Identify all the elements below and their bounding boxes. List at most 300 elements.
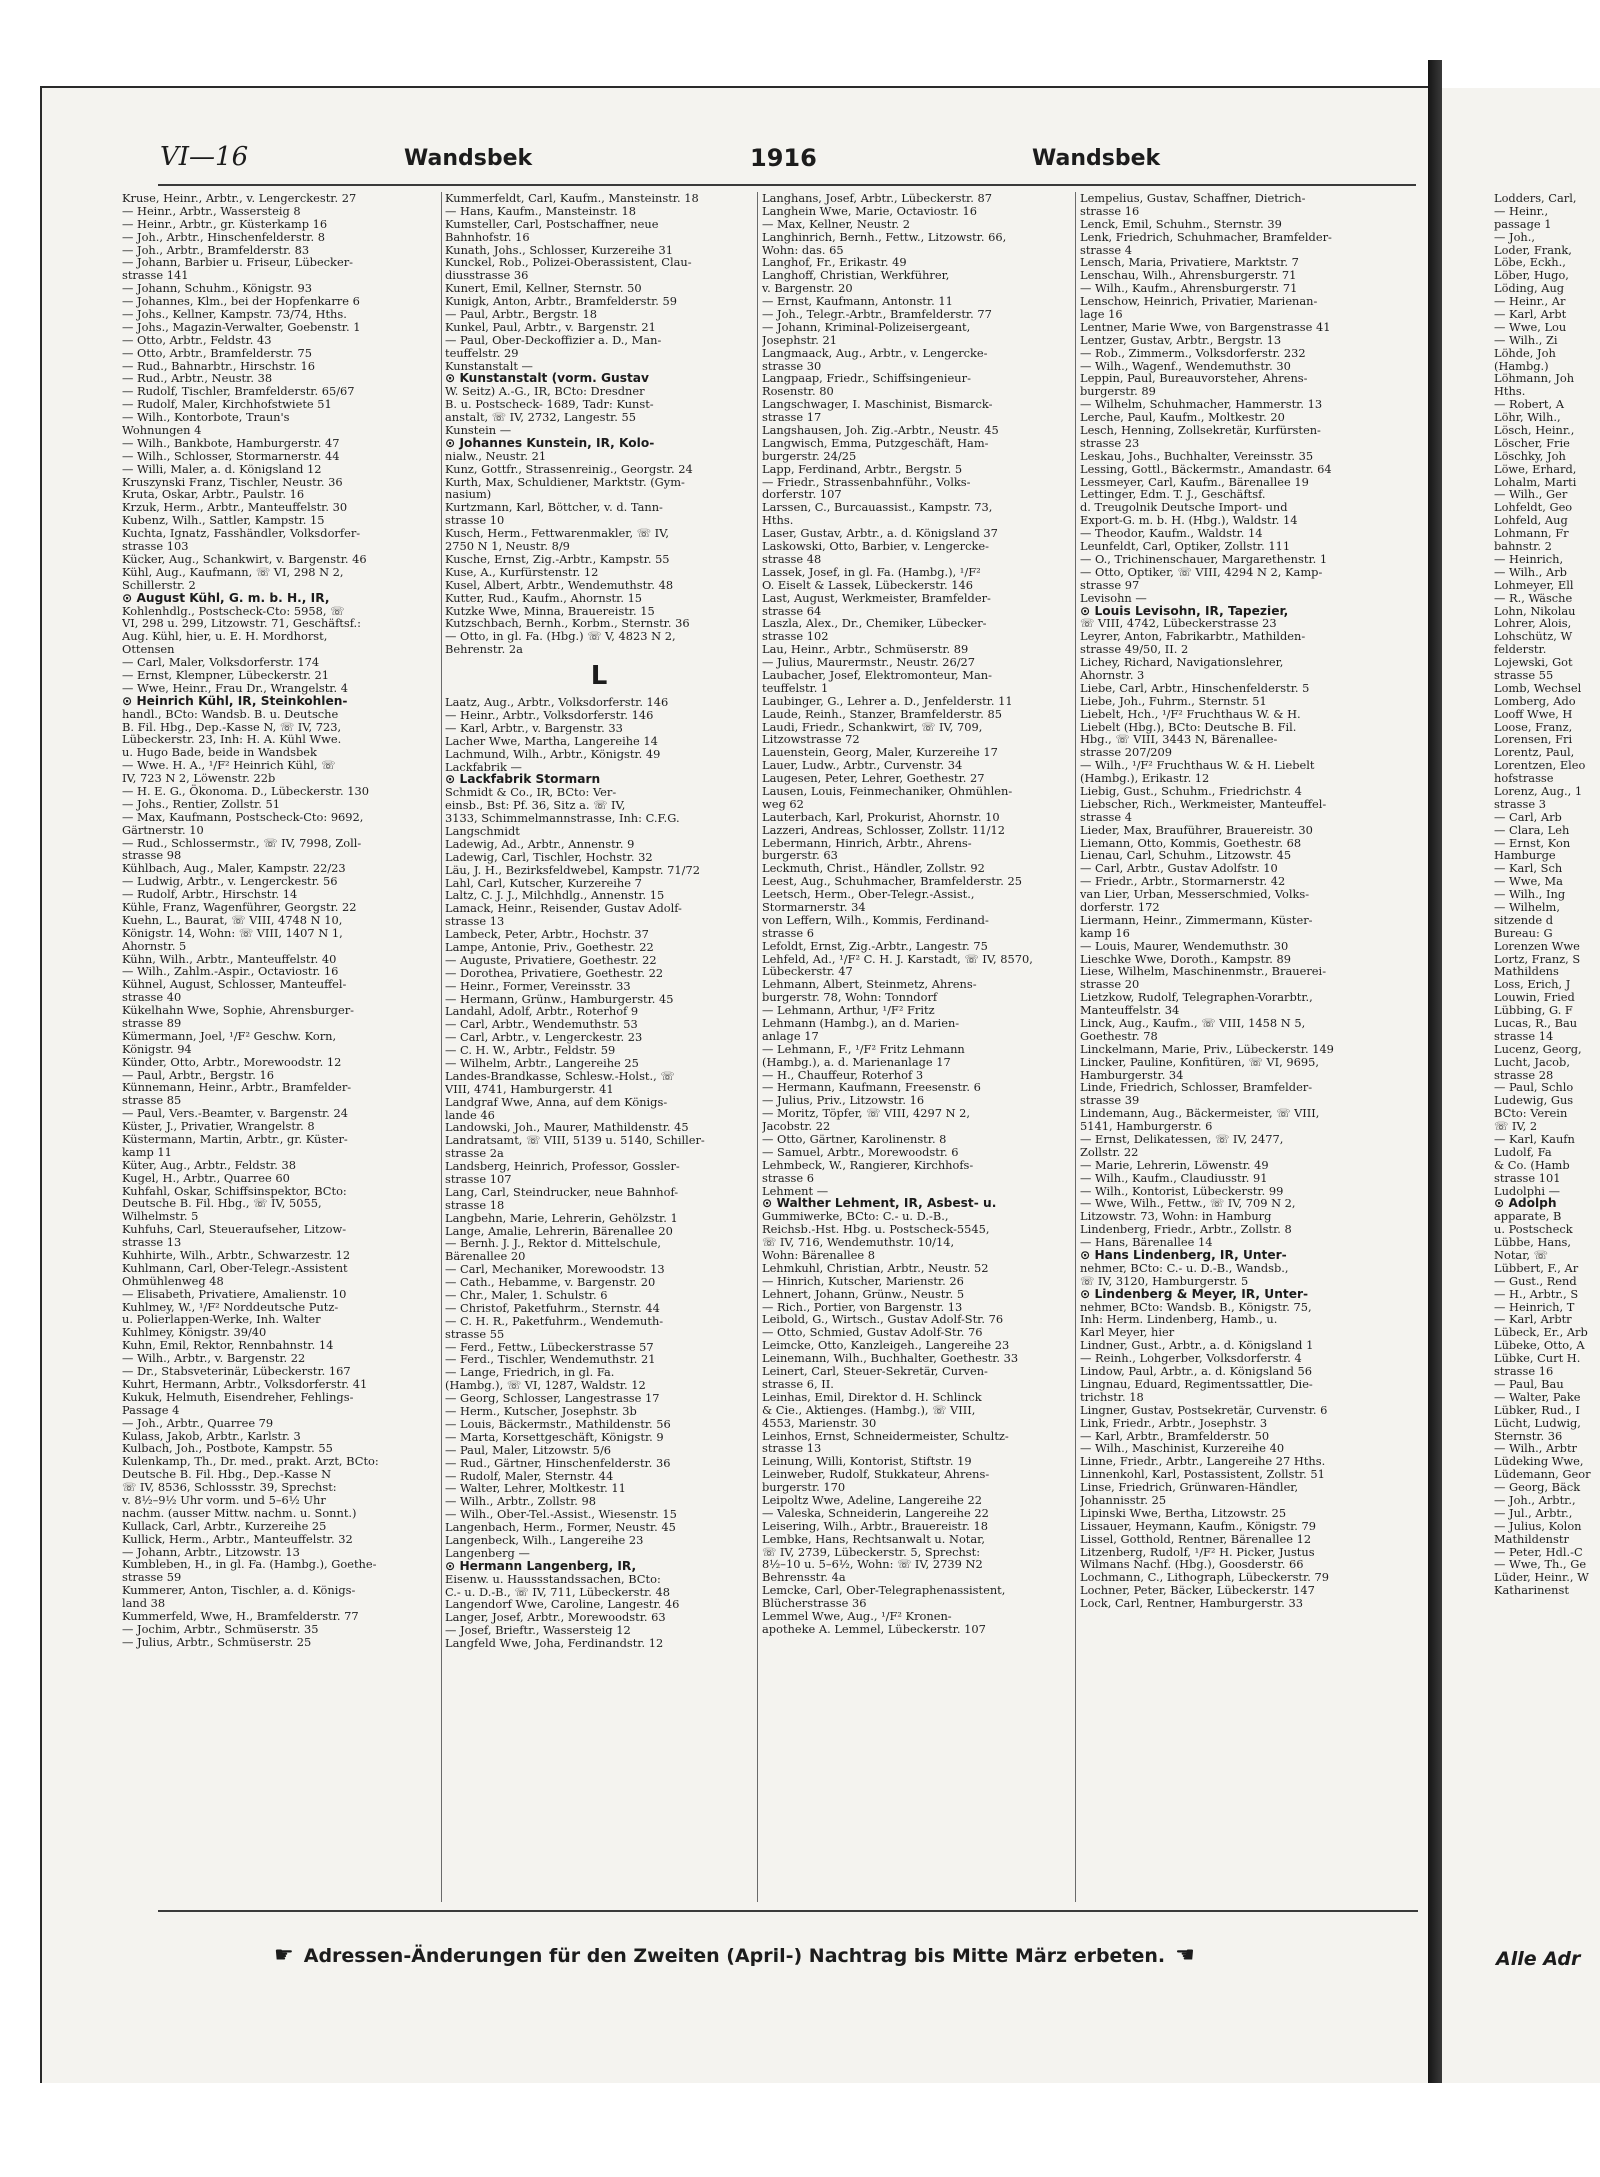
directory-entry: Lauenstein, Georg, Maler, Kurzereihe 17 — [762, 745, 998, 760]
directory-entry: Kummerfeldt, Carl, Kaufm., Mansteinstr. 18 — [445, 192, 699, 205]
directory-entry: — Jul., Arbtr., — [1494, 1505, 1573, 1520]
directory-entry: — Otto, Arbtr., Feldstr. 43 — [122, 332, 272, 347]
directory-entry: strasse 3 — [1494, 796, 1546, 811]
directory-entry: Litzowstr. 73, Wohn: in Hamburg — [1080, 1209, 1272, 1224]
directory-entry: Laubacher, Josef, Elektromonteur, Man- — [762, 667, 992, 682]
directory-entry: Lösch, Heinr., — [1494, 423, 1575, 438]
directory-entry: strasse 6 — [762, 925, 814, 940]
directory-entry: Lauterbach, Karl, Prokurist, Ahornstr. 10 — [762, 809, 1000, 824]
directory-entry: — Valeska, Schneiderin, Langereihe 22 — [762, 1505, 989, 1520]
directory-entry: strasse 16 — [1494, 1364, 1554, 1379]
directory-entry: strasse 55 — [445, 1326, 505, 1341]
directory-entry: — Julius, Priv., Litzowstr. 16 — [762, 1093, 925, 1108]
directory-entry: Stormarnerstr. 34 — [762, 899, 866, 914]
directory-entry: Langschwager, I. Maschinist, Bismarck- — [762, 397, 993, 412]
directory-entry: Wohn: Bärenallee 8 — [762, 1248, 876, 1263]
directory-entry: Leunfeldt, Carl, Optiker, Zollstr. 111 — [1080, 539, 1291, 554]
directory-entry: Lorenz, Aug., 1 — [1494, 783, 1583, 798]
directory-entry: Lackfabrik — — [445, 759, 522, 774]
directory-column-2 — [445, 192, 753, 1650]
directory-entry: Lehmbeck, W., Rangierer, Kirchhofs- — [762, 1157, 974, 1172]
directory-entry: burgerstr. 89 — [1080, 384, 1156, 399]
directory-entry: VI, 298 u. 299, Litzowstr. 71, Geschäftsf.: — [122, 616, 361, 631]
directory-entry: Lucenz, Georg, — [1494, 1041, 1582, 1056]
directory-entry: Bärenallee 20 — [445, 1249, 526, 1264]
directory-entry: Lincker, Pauline, Konfitüren, ☏ VI, 9695, — [1080, 1054, 1319, 1069]
directory-entry: Loder, Frank, — [1494, 242, 1572, 257]
directory-entry: — Wwe, Ma — [1494, 874, 1563, 889]
directory-entry: apparate, B — [1494, 1209, 1562, 1224]
directory-entry: Lortz, Franz, S — [1494, 951, 1581, 966]
directory-entry: — Paul, Arbtr., Bergstr. 16 — [122, 1067, 274, 1082]
directory-entry: — Heinr., Arbtr., gr. Küsterkamp 16 — [122, 216, 328, 231]
directory-entry: — Clara, Leh — [1494, 822, 1570, 837]
directory-entry: B. u. Postscheck- 1689, Tadr: Kunst- — [445, 397, 654, 412]
directory-entry: Kumbleben, H., in gl. Fa. (Hambg.), Goethe- — [122, 1557, 377, 1572]
directory-entry: Deutsche B. Fil. Hbg., ☏ IV, 5055, — [122, 1196, 322, 1211]
directory-entry: Langpaap, Friedr., Schiffsingenieur- — [762, 371, 971, 386]
directory-entry: ⊙ Lindenberg & Meyer, IR, Unter- — [1080, 1286, 1309, 1301]
directory-entry: Inh: Herm. Lindenberg, Hamb., u. — [1080, 1312, 1278, 1327]
directory-entry: Gärtnerstr. 10 — [122, 822, 204, 837]
directory-entry: — Otto, Optiker, ☏ VIII, 4294 N 2, Kamp- — [1080, 564, 1323, 579]
directory-entry: O. Eiselt & Lassek, Lübeckerstr. 146 — [762, 577, 973, 592]
header-rule — [158, 184, 1416, 186]
directory-entry: — Paul, Vers.-Beamter, v. Bargenstr. 24 — [122, 1106, 348, 1121]
directory-entry: Leinemann, Wilh., Buchhalter, Goethestr. 33 — [762, 1351, 1019, 1366]
directory-entry: — Lehmann, F., ¹/F² Fritz Lehmann — [762, 1041, 965, 1056]
directory-entry: Küter, Aug., Arbtr., Feldstr. 38 — [122, 1157, 296, 1172]
directory-entry: — Ernst, Delikatessen, ☏ IV, 2477, — [1080, 1132, 1284, 1147]
directory-entry: ☏ IV, 716, Wendemuthstr. 10/14, — [762, 1235, 955, 1250]
footer-rule — [158, 1910, 1418, 1912]
directory-entry: ⊙ Hermann Langenberg, IR, — [445, 1558, 637, 1573]
directory-entry: L — [590, 661, 608, 692]
directory-entry: — Heinr., Arbtr., Volksdorferstr. 146 — [445, 707, 654, 722]
directory-entry: — Marta, Korsettgeschäft, Königstr. 9 — [445, 1429, 664, 1444]
directory-entry: — Louis, Maurer, Wendemuthstr. 30 — [1080, 938, 1289, 953]
directory-entry: Passage 4 — [122, 1402, 180, 1417]
directory-entry: Lomberg, Ado — [1494, 693, 1576, 708]
directory-entry: Bureau: G — [1494, 925, 1553, 940]
directory-entry: Kusche, Ernst, Zig.-Arbtr., Kampstr. 55 — [445, 551, 670, 566]
directory-entry: Lindenberg, Friedr., Arbtr., Zollstr. 8 — [1080, 1222, 1292, 1237]
directory-entry: — Wilh., Zahlm.-Aspir., Octaviostr. 16 — [122, 964, 339, 979]
directory-entry: Goethestr. 78 — [1080, 1028, 1158, 1043]
directory-entry: Lassek, Josef, in gl. Fa. (Hambg.), ¹/F² — [762, 564, 981, 579]
directory-entry: — Josef, Brieftr., Wassersteig 12 — [445, 1623, 631, 1638]
directory-entry: Lahl, Carl, Kutscher, Kurzereihe 7 — [445, 875, 642, 890]
directory-entry: u. Polierlappen-Werke, Inh. Walter — [122, 1312, 321, 1327]
directory-entry: — Hermann, Kaufmann, Freesenstr. 6 — [762, 1080, 981, 1095]
directory-entry: — Johann, Arbtr., Litzowstr. 13 — [122, 1544, 300, 1559]
directory-entry: — Wilh., Kontorist, Lübeckerstr. 99 — [1080, 1183, 1284, 1198]
directory-entry: Johannisstr. 25 — [1080, 1492, 1167, 1507]
directory-entry: Lemmel Wwe, Aug., ¹/F² Kronen- — [762, 1608, 952, 1623]
directory-entry: Ludolphi — — [1494, 1183, 1560, 1198]
directory-entry: Ahornstr. 5 — [122, 938, 187, 953]
directory-entry: strasse 2a — [445, 1146, 504, 1161]
directory-entry: anlage 17 — [762, 1028, 819, 1043]
directory-entry: IV, 723 N 2, Löwenstr. 22b — [122, 771, 276, 786]
directory-entry: Kuhfahl, Oskar, Schiffsinspektor, BCto: — [122, 1183, 347, 1198]
directory-entry: nehmer, BCto: C.- u. D.-B., Wandsb., — [1080, 1260, 1289, 1275]
directory-entry: Lüdeking Wwe, — [1494, 1454, 1584, 1469]
directory-entry: Liebscher, Rich., Werkmeister, Manteuffel- — [1080, 796, 1327, 811]
directory-entry: Mathildenstr — [1494, 1531, 1569, 1546]
directory-entry: Lazzeri, Andreas, Schlosser, Zollstr. 11/12 — [762, 822, 1005, 837]
directory-entry: u. Hugo Bade, beide in Wandsbek — [122, 745, 317, 760]
directory-entry: — Wilh., Zi — [1494, 332, 1558, 347]
directory-entry: Kummerer, Anton, Tischler, a. d. Königs- — [122, 1583, 356, 1598]
directory-entry: Notar, ☏ — [1494, 1248, 1548, 1263]
directory-entry: Lerche, Paul, Kaufm., Moltkestr. 20 — [1080, 410, 1285, 425]
directory-entry: Langenberg — — [445, 1545, 530, 1560]
directory-entry: — Georg, Schlosser, Langestrasse 17 — [445, 1391, 660, 1406]
directory-entry: Schmidt & Co., IR, BCto: Ver- — [445, 785, 617, 800]
directory-entry: Ottensen — [122, 642, 175, 657]
directory-entry: Lohfeld, Aug — [1494, 513, 1568, 528]
directory-entry: Langbehn, Marie, Lehrerin, Gehölzstr. 1 — [445, 1210, 678, 1225]
directory-entry: Lodders, Carl, — [1494, 192, 1577, 205]
directory-entry: Leipoltz Wwe, Adeline, Langereihe 22 — [762, 1492, 982, 1507]
directory-entry: burgerstr. 78, Wohn: Tonndorf — [762, 990, 938, 1005]
next-page-notice: Alle Adr — [1496, 1948, 1581, 1970]
scan-margin-bottom — [0, 2083, 1600, 2177]
directory-entry: Ladewig, Carl, Tischler, Hochstr. 32 — [445, 849, 653, 864]
directory-entry: Lock, Carl, Rentner, Hamburgerstr. 33 — [1080, 1596, 1303, 1610]
directory-entry: Leppin, Paul, Bureauvorsteher, Ahrens- — [1080, 371, 1308, 386]
directory-entry: Lorentz, Paul, — [1494, 745, 1575, 760]
directory-entry: 4553, Marienstr. 30 — [762, 1415, 877, 1430]
directory-entry: Lindemann, Aug., Bäckermeister, ☏ VIII, — [1080, 1106, 1320, 1121]
directory-entry: — Joh., — [1494, 229, 1536, 244]
directory-entry: — Joh., Arbtr., Quarree 79 — [122, 1415, 274, 1430]
directory-entry: (Hambg.), a. d. Marienanlage 17 — [762, 1054, 951, 1069]
directory-entry: — Cath., Hebamme, v. Bargenstr. 20 — [445, 1275, 656, 1290]
directory-entry: Kunkel, Paul, Arbtr., v. Bargenstr. 21 — [445, 319, 656, 334]
directory-entry: Lemcke, Carl, Ober-Telegraphenassistent, — [762, 1583, 1006, 1598]
directory-entry: apotheke A. Lemmel, Lübeckerstr. 107 — [762, 1621, 986, 1636]
directory-entry: burgerstr. 170 — [762, 1480, 846, 1495]
directory-entry: — Wilh., Bankbote, Hamburgerstr. 47 — [122, 435, 340, 450]
directory-entry: Lehnert, Johann, Grünw., Neustr. 5 — [762, 1286, 965, 1301]
directory-entry: Behrenstr. 2a — [445, 642, 523, 657]
directory-entry: Ladewig, Ad., Arbtr., Annenstr. 9 — [445, 836, 635, 851]
directory-entry: — Louis, Bäckermstr., Mathildenstr. 56 — [445, 1416, 671, 1431]
directory-entry: strasse 28 — [1494, 1067, 1554, 1082]
directory-entry: Kuhlmey, W., ¹/F² Norddeutsche Putz- — [122, 1299, 339, 1314]
running-title-left: Wandsbek — [404, 146, 533, 171]
directory-entry: ⊙ Lackfabrik Stormarn — [445, 772, 601, 787]
directory-entry: Langhinrich, Bernh., Fettw., Litzowstr. 66, — [762, 229, 1007, 244]
directory-entry: strasse 6, II. — [762, 1376, 834, 1391]
directory-entry: — Joh., Arbtr., Hinschenfelderstr. 8 — [122, 229, 325, 244]
directory-entry: Loose, Franz, — [1494, 719, 1573, 734]
directory-entry: Lohrer, Alois, — [1494, 616, 1572, 631]
directory-entry: — Wilh., Ing — [1494, 887, 1566, 902]
directory-entry: — Wilh., Kaufm., Claudiusstr. 91 — [1080, 1170, 1268, 1185]
directory-entry: — Wwe, Wilh., Fettw., ☏ IV, 709 N 2, — [1080, 1196, 1296, 1211]
directory-entry: Laubinger, G., Lehrer a. D., Jenfelderstr. 11 — [762, 693, 1013, 708]
directory-entry: — Paul, Maler, Litzowstr. 5/6 — [445, 1442, 612, 1457]
column-divider — [1075, 192, 1076, 1902]
directory-entry: van Lier, Urban, Messerschmied, Volks- — [1080, 887, 1310, 902]
directory-entry: Langschmidt — [445, 823, 520, 838]
directory-entry: — Wilhelm, — [1494, 899, 1560, 914]
directory-entry: — Johann, Schuhm., Königstr. 93 — [122, 281, 313, 296]
directory-entry: — C. H. W., Arbtr., Feldstr. 59 — [445, 1043, 616, 1058]
directory-entry: Löwe, Erhard, — [1494, 461, 1577, 476]
directory-entry: Liebe, Joh., Fuhrm., Sternstr. 51 — [1080, 693, 1267, 708]
directory-entry: Laser, Gustav, Arbtr., a. d. Königsland 37 — [762, 526, 998, 541]
directory-entry: — Joh., Telegr.-Arbtr., Bramfelderstr. 77 — [762, 307, 992, 322]
directory-entry: — Heinr., — [1494, 203, 1549, 218]
directory-entry: Leest, Aug., Schuhmacher, Bramfelderstr. 25 — [762, 874, 1022, 889]
directory-entry: Loss, Erich, J — [1494, 977, 1571, 992]
directory-entry: — Dr., Stabsveterinär, Lübeckerstr. 167 — [122, 1364, 351, 1379]
directory-entry: Lembke, Hans, Rechtsanwalt u. Notar, — [762, 1531, 985, 1546]
directory-entry: Kullack, Carl, Arbtr., Kurzereihe 25 — [122, 1518, 327, 1533]
footer-notice-text: Adressen-Änderungen für den Zweiten (April-) Nachtrag bis Mitte März erbeten. — [303, 1944, 1166, 1967]
directory-entry: Künder, Otto, Arbtr., Morewoodstr. 12 — [122, 1054, 342, 1069]
directory-entry: — Ludwig, Arbtr., v. Lengerckestr. 56 — [122, 874, 338, 889]
directory-entry: — H., Arbtr., S — [1494, 1286, 1579, 1301]
directory-entry: Litzenberg, Rudolf, ¹/F² H. Picker, Justus — [1080, 1544, 1315, 1559]
directory-entry: — Johann, Kriminal-Polizeisergeant, — [762, 319, 971, 334]
directory-entry: Leisering, Wilh., Arbtr., Brauereistr. 18 — [762, 1518, 988, 1533]
directory-entry: Jacobstr. 22 — [762, 1119, 831, 1134]
directory-entry: Kusel, Albert, Arbtr., Wendemuthstr. 48 — [445, 577, 674, 592]
directory-entry: strasse 13 — [445, 914, 505, 929]
directory-entry: — H., Chauffeur, Roterhof 3 — [762, 1067, 924, 1082]
directory-entry: Kuhlmey, Königstr. 39/40 — [122, 1325, 267, 1340]
directory-entry: — Rudolf, Tischler, Bramfelderstr. 65/67 — [122, 384, 355, 399]
directory-entry: Landratsamt, ☏ VIII, 5139 u. 5140, Schiller- — [445, 1133, 705, 1148]
directory-entry: Larssen, C., Burcauassist., Kampstr. 73, — [762, 500, 993, 515]
directory-entry: Lau, Heinr., Arbtr., Schmüserstr. 89 — [762, 642, 969, 657]
directory-entry: Lindow, Paul, Arbtr., a. d. Königsland 56 — [1080, 1364, 1313, 1379]
directory-entry: — Friedr., Strassenbahnführ., Volks- — [762, 474, 971, 489]
directory-entry: Liermann, Heinr., Zimmermann, Küster- — [1080, 912, 1313, 927]
directory-entry: Liebe, Carl, Arbtr., Hinschenfelderstr. 5 — [1080, 680, 1310, 695]
directory-entry: Leinert, Carl, Steuer-Sekretär, Curven- — [762, 1364, 988, 1379]
directory-entry: ⊙ Hans Lindenberg, IR, Unter- — [1080, 1248, 1287, 1263]
directory-entry: Lentner, Marie Wwe, von Bargenstrasse 41 — [1080, 319, 1331, 334]
directory-entry: — Reinh., Lohgerber, Volksdorferstr. 4 — [1080, 1351, 1302, 1366]
directory-entry: v. 8½–9½ Uhr vorm. und 5–6½ Uhr — [122, 1492, 326, 1507]
directory-entry: — Rudolf, Maler, Kirchhofstwiete 51 — [122, 397, 332, 412]
directory-entry: ⊙ Walther Lehment, IR, Asbest- u. — [762, 1196, 997, 1211]
directory-entry: Liebig, Gust., Schuhm., Friedrichstr. 4 — [1080, 783, 1302, 798]
directory-entry: — Wilhelm, Schuhmacher, Hammerstr. 13 — [1080, 397, 1323, 412]
directory-entry: — Karl, Arbt — [1494, 307, 1567, 322]
directory-entry: Bahnhofstr. 16 — [445, 229, 530, 244]
directory-entry: — R., Wäsche — [1494, 590, 1573, 605]
directory-entry: Langhans, Josef, Arbtr., Lübeckerstr. 87 — [762, 192, 992, 205]
directory-entry: Löhde, Joh — [1494, 345, 1556, 360]
directory-entry: Link, Friedr., Arbtr., Josephstr. 3 — [1080, 1415, 1268, 1430]
directory-entry: — Johann, Barbier u. Friseur, Lübecker- — [122, 255, 353, 270]
directory-entry: — Georg, Bäck — [1494, 1480, 1581, 1495]
directory-entry: — Friedr., Arbtr., Stormarnerstr. 42 — [1080, 874, 1286, 889]
directory-entry: strasse 20 — [1080, 977, 1140, 992]
directory-entry: Lessing, Gottl., Bäckermstr., Amandastr. 64 — [1080, 461, 1332, 476]
directory-entry: (Hambg.), ☏ VI, 1287, Waldstr. 12 — [445, 1378, 646, 1393]
directory-entry: Läu, J. H., Bezirksfeldwebel, Kampstr. 71/72 — [445, 862, 700, 877]
directory-entry: Lehfeld, Ad., ¹/F² C. H. J. Karstadt, ☏ IV, 8570, — [762, 951, 1033, 966]
directory-entry: Lipinski Wwe, Bertha, Litzowstr. 25 — [1080, 1505, 1287, 1520]
directory-entry: Aug. Kühl, hier, u. E. H. Mordhorst, — [122, 629, 328, 644]
directory-entry: 2750 N 1, Neustr. 8/9 — [445, 539, 570, 554]
book-gutter — [1428, 60, 1442, 2130]
directory-entry: Lomb, Wechsel — [1494, 680, 1582, 695]
directory-entry: — Rob., Zimmerm., Volksdorferstr. 232 — [1080, 345, 1306, 360]
directory-entry: Langwisch, Emma, Putzgeschäft, Ham- — [762, 435, 989, 450]
directory-entry: — Wwe, Heinr., Frau Dr., Wrangelstr. 4 — [122, 680, 348, 695]
directory-entry: Eisenw. u. Haussstandssachen, BCto: — [445, 1571, 661, 1586]
directory-entry: v. Bargenstr. 20 — [762, 281, 853, 296]
directory-entry: 3133, Schimmelmannstrasse, Inh: C.F.G. — [445, 811, 680, 826]
directory-entry: Landgraf Wwe, Anna, auf dem Königs- — [445, 1094, 668, 1109]
directory-entry: — Wilh., Ober-Tel.-Assist., Wiesenstr. 15 — [445, 1507, 677, 1522]
directory-entry: Lochner, Peter, Bäcker, Lübeckerstr. 147 — [1080, 1583, 1315, 1598]
directory-entry: kamp 16 — [1080, 925, 1130, 940]
directory-entry: Lohfeldt, Geo — [1494, 500, 1573, 515]
page-header — [120, 142, 1420, 178]
directory-entry: Ohmühlenweg 48 — [122, 1273, 224, 1288]
directory-entry: Lehmann (Hambg.), an d. Marien- — [762, 1016, 960, 1030]
directory-entry: Lietzkow, Rudolf, Telegraphen-Vorarbtr., — [1080, 990, 1313, 1005]
directory-entry: — Wilh., Arb — [1494, 564, 1567, 579]
directory-entry: Leskau, Johs., Buchhalter, Vereinsstr. 35 — [1080, 448, 1314, 463]
directory-entry: handl., BCto: Wandsb. B. u. Deutsche — [122, 706, 339, 721]
directory-entry: Langfeld Wwe, Joha, Ferdinandstr. 12 — [445, 1636, 664, 1650]
directory-entry: Lissauer, Heymann, Kaufm., Königstr. 79 — [1080, 1518, 1317, 1533]
directory-entry: weg 62 — [762, 796, 804, 811]
directory-entry: — Hinrich, Kutscher, Marienstr. 26 — [762, 1273, 964, 1288]
directory-entry: d. Treugolnik Deutsche Import- und — [1080, 500, 1288, 515]
directory-entry: ⊙ Johannes Kunstein, IR, Kolo- — [445, 435, 655, 450]
directory-entry: — Paul, Bau — [1494, 1376, 1564, 1391]
directory-entry: teuffelstr. 29 — [445, 345, 519, 360]
directory-entry: — Wwe, Th., Ge — [1494, 1557, 1587, 1572]
directory-entry: Lindner, Gust., Arbtr., a. d. Königsland 1 — [1080, 1338, 1314, 1353]
directory-entry: Lensch, Maria, Privatiere, Marktstr. 7 — [1080, 255, 1299, 270]
directory-entry: Kullick, Herm., Arbtr., Manteuffelstr. 32 — [122, 1531, 353, 1546]
directory-entry: Lücht, Ludwig, — [1494, 1415, 1581, 1430]
directory-entry: Export-G. m. b. H. (Hbg.), Waldstr. 14 — [1080, 513, 1298, 528]
directory-entry: — Chr., Maler, 1. Schulstr. 6 — [445, 1288, 608, 1303]
directory-entry: ⊙ Heinrich Kühl, IR, Steinkohlen- — [122, 693, 348, 708]
directory-entry: Lamack, Heinr., Reisender, Gustav Adolf- — [445, 901, 682, 916]
directory-entry: ⊙ August Kühl, G. m. b. H., IR, — [122, 590, 330, 605]
directory-entry: Lübke, Curt H. — [1494, 1351, 1581, 1366]
directory-entry: Lambeck, Peter, Arbtr., Hochstr. 37 — [445, 927, 649, 942]
directory-entry: Kühlbach, Aug., Maler, Kampstr. 22/23 — [122, 861, 346, 876]
directory-entry: Hamburgerstr. 34 — [1080, 1067, 1184, 1082]
directory-entry: Löbe, Eckh., — [1494, 255, 1566, 270]
directory-entry: — Wilh., Arbtr., Zollstr. 98 — [445, 1494, 597, 1509]
directory-entry: Kukuk, Helmuth, Eisendreher, Fehlings- — [122, 1389, 354, 1404]
directory-entry: Lienau, Carl, Schuhm., Litzowstr. 45 — [1080, 848, 1292, 863]
directory-entry: Löscher, Frie — [1494, 435, 1570, 450]
directory-entry: Liebelt, Hch., ¹/F² Fruchthaus W. & H. — [1080, 706, 1301, 721]
directory-entry: & Co. (Hamb — [1494, 1157, 1570, 1172]
directory-entry: Linde, Friedrich, Schlosser, Bramfelder- — [1080, 1080, 1313, 1095]
directory-entry: Josephstr. 21 — [762, 332, 837, 347]
directory-entry: — Ferd., Fettw., Lübeckerstrasse 57 — [445, 1339, 654, 1354]
directory-entry: — Marie, Lehrerin, Löwenstr. 49 — [1080, 1157, 1269, 1172]
directory-entry: — Rud., Arbtr., Neustr. 38 — [122, 371, 273, 386]
directory-entry: Lehmann, Albert, Steinmetz, Ahrens- — [762, 977, 977, 992]
directory-entry: (Hambg.), Erikastr. 12 — [1080, 771, 1210, 786]
directory-entry: — Julius, Maurermstr., Neustr. 26/27 — [762, 655, 976, 670]
directory-entry: Wohnungen 4 — [122, 423, 202, 438]
directory-entry: — Wilh., ¹/F² Fruchthaus W. & H. Liebelt — [1080, 758, 1315, 773]
directory-entry: Hths. — [762, 513, 794, 528]
directory-entry: bahnstr. 2 — [1494, 539, 1552, 554]
scan-margin-top — [0, 0, 1600, 88]
directory-entry: Langhoff, Christian, Werkführer, — [762, 268, 950, 283]
directory-entry: — Rich., Portier, von Bargenstr. 13 — [762, 1299, 963, 1314]
directory-entry: strasse 14 — [1494, 1028, 1554, 1043]
directory-entry: Kutzke Wwe, Minna, Brauereistr. 15 — [445, 603, 655, 618]
directory-entry: Leinhos, Ernst, Schneidermeister, Schultz- — [762, 1428, 1009, 1443]
directory-entry: strasse 97 — [1080, 577, 1140, 592]
directory-entry: Lohschütz, W — [1494, 629, 1573, 644]
directory-entry: — Otto, Schmied, Gustav Adolf-Str. 76 — [762, 1325, 983, 1340]
directory-entry: Leinung, Willi, Kontorist, Stiftstr. 19 — [762, 1454, 972, 1469]
directory-entry: Kunckel, Rob., Polizei-Oberassistent, Clau- — [445, 255, 692, 270]
directory-entry: anstalt, ☏ IV, 2732, Langestr. 55 — [445, 410, 636, 425]
directory-entry: ⊙ Louis Levisohn, IR, Tapezier, — [1080, 603, 1289, 618]
directory-entry: — Ernst, Kon — [1494, 835, 1571, 850]
directory-entry: Lange, Amalie, Lehrerin, Bärenallee 20 — [445, 1223, 673, 1238]
directory-entry: Linnenkohl, Karl, Postassistent, Zollstr. 51 — [1080, 1467, 1325, 1482]
directory-entry: — Bernh. J. J., Rektor d. Mittelschule, — [445, 1236, 661, 1251]
directory-entry: Lüdemann, Geor — [1494, 1467, 1591, 1482]
directory-entry: Kulenkamp, Th., Dr. med., prakt. Arzt, BCto: — [122, 1454, 379, 1469]
directory-entry: — Joh., Arbtr., — [1494, 1492, 1576, 1507]
directory-entry: — Walter, Pake — [1494, 1389, 1581, 1404]
directory-entry: Laatz, Aug., Arbtr., Volksdorferstr. 146 — [445, 695, 669, 710]
directory-entry: Kurth, Max, Schuldiener, Marktstr. (Gym- — [445, 474, 685, 489]
directory-entry: Levisohn — — [1080, 590, 1147, 605]
directory-entry: Kuchta, Ignatz, Fasshändler, Volksdorfer- — [122, 526, 361, 541]
directory-entry: Liemann, Otto, Kommis, Goethestr. 68 — [1080, 835, 1302, 850]
column-divider — [441, 192, 442, 1902]
directory-entry: — Lehmann, Arthur, ¹/F² Fritz — [762, 1003, 935, 1018]
directory-entry: VIII, 4741, Hamburgerstr. 41 — [445, 1081, 614, 1096]
directory-entry: Kuhfuhs, Carl, Steueraufseher, Litzow- — [122, 1222, 347, 1237]
directory-entry: Kusch, Herm., Fettwarenmakler, ☏ IV, — [445, 526, 669, 541]
directory-entry: — Joh., Arbtr., Bramfelderstr. 83 — [122, 242, 310, 257]
directory-entry: strasse 30 — [762, 358, 822, 373]
directory-entry: B. Fil. Hbg., Dep.-Kasse N, ☏ IV, 723, — [122, 719, 342, 734]
directory-entry: Kulass, Jakob, Arbtr., Karlstr. 3 — [122, 1428, 301, 1443]
directory-entry: Linne, Friedr., Arbtr., Langereihe 27 Hths. — [1080, 1454, 1326, 1469]
directory-entry: — Heinr., Ar — [1494, 294, 1566, 309]
directory-entry: Lachmund, Wilh., Arbtr., Königstr. 49 — [445, 746, 661, 761]
directory-entry: Kümermann, Joel, ¹/F² Geschw. Korn, — [122, 1028, 337, 1043]
directory-entry: strasse 103 — [122, 539, 189, 554]
directory-entry: Lübbe, Hans, — [1494, 1235, 1571, 1250]
directory-entry: Hbg., ☏ VIII, 3443 N, Bärenallee- — [1080, 732, 1278, 747]
directory-entry: — Otto, Gärtner, Karolinenstr. 8 — [762, 1132, 947, 1147]
directory-entry: BCto: Verein — [1494, 1106, 1568, 1121]
directory-entry: Lübbing, G. F — [1494, 1003, 1573, 1018]
